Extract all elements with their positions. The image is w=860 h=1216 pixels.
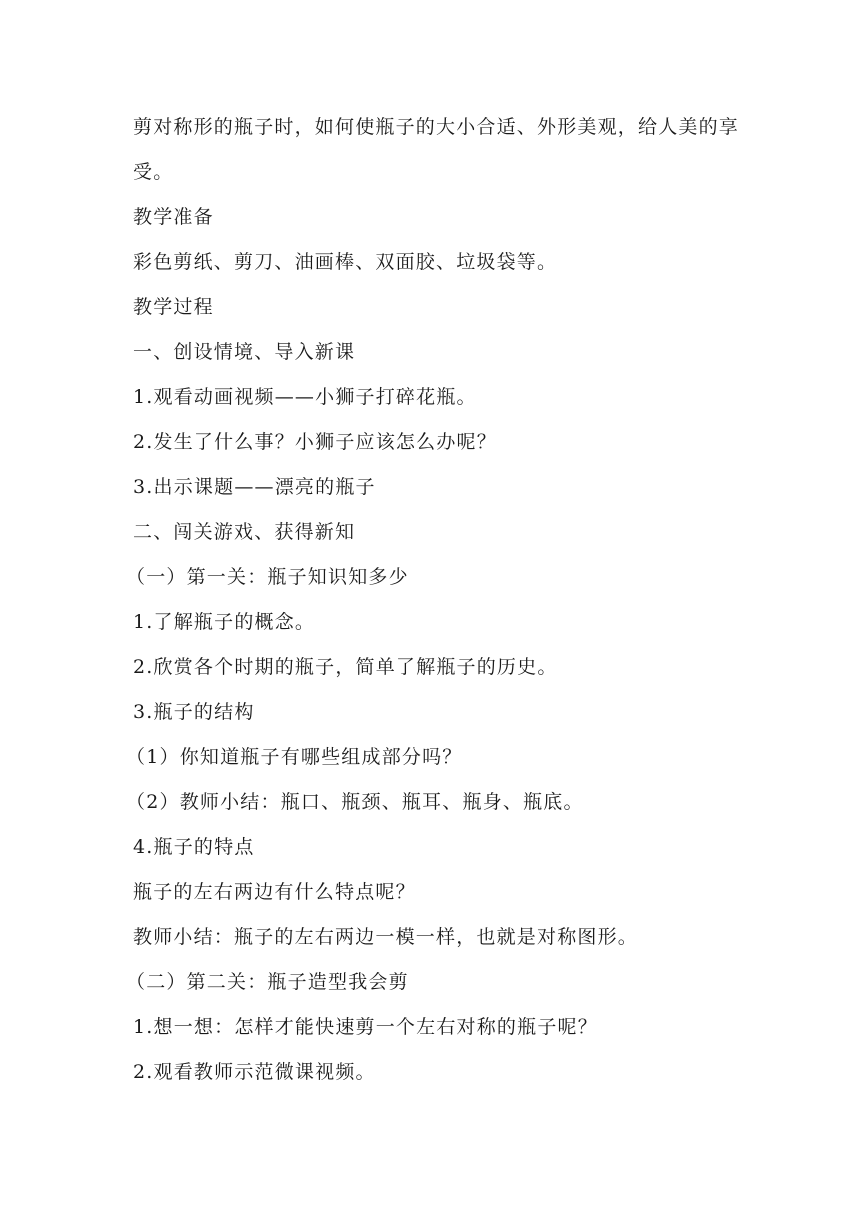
sub-item-structure-1: （1）你知道瓶子有哪些组成部分吗？ [126,746,463,768]
list-item-2-1: 1.了解瓶子的概念。 [133,611,316,633]
text-line-1: 剪对称形的瓶子时，如何使瓶子的大小合适、外形美观，给人美的享 [133,116,740,138]
list-item-3-1: 1.想一想：怎样才能快速剪一个左右对称的瓶子呢？ [133,1016,598,1038]
text-line-2: 受。 [133,161,174,183]
text-line-materials: 彩色剪纸、剪刀、油画棒、双面胶、垃圾袋等。 [133,251,558,273]
list-item-1-1: 1.观看动画视频——小狮子打碎花瓶。 [133,386,477,408]
section-heading-process: 教学过程 [133,296,214,318]
list-item-3-2: 2.观看教师示范微课视频。 [133,1061,376,1083]
list-item-2-2: 2.欣赏各个时期的瓶子，简单了解瓶子的历史。 [133,656,558,678]
text-line-question: 瓶子的左右两边有什么特点呢？ [133,881,416,903]
subsection-heading-level-1: （一）第一关：瓶子知识知多少 [126,566,409,588]
list-item-2-3: 3.瓶子的结构 [133,701,255,723]
list-item-2-4: 4.瓶子的特点 [133,836,255,858]
section-heading-preparation: 教学准备 [133,206,214,228]
list-item-1-3: 3.出示课题——漂亮的瓶子 [133,476,376,498]
subsection-heading-level-2: （二）第二关：瓶子造型我会剪 [126,971,409,993]
section-heading-part-2: 二、闯关游戏、获得新知 [133,521,356,543]
list-item-1-2: 2.发生了什么事？小狮子应该怎么办呢？ [133,431,497,453]
sub-item-structure-2: （2）教师小结：瓶口、瓶颈、瓶耳、瓶身、瓶底。 [126,791,584,813]
text-line-summary: 教师小结：瓶子的左右两边一模一样，也就是对称图形。 [133,926,639,948]
section-heading-part-1: 一、创设情境、导入新课 [133,341,356,363]
